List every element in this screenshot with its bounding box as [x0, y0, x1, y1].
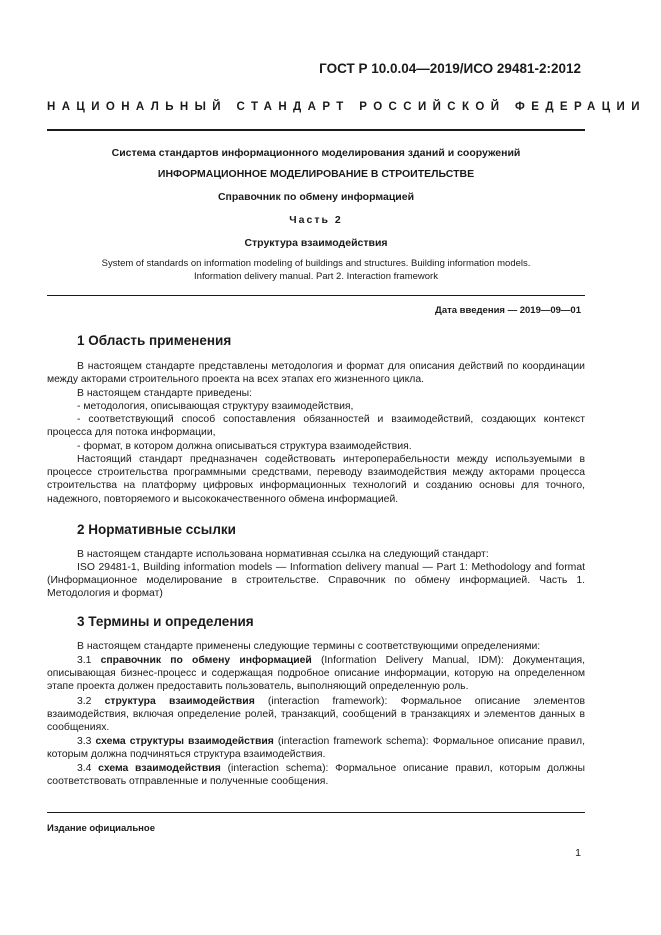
term-definition-3-4 — [47, 762, 585, 788]
english-title-line-1: System of standards on information modeling of buildings and structures. Building information models. — [101, 258, 531, 269]
section-1-paragraph: В настоящем стандарте приведены: — [77, 388, 252, 399]
section-2-heading: 2 Нормативные ссылки — [77, 522, 236, 537]
section-1-paragraph: В настоящем стандарте представлены методология и формат для описания действий по координации между акторами строительного проекта на всех этапах его жизненного цикла. — [47, 361, 585, 386]
page-number: 1 — [575, 847, 581, 859]
section-1-list-item: - методология, описывающая структуру взаимодействия, — [77, 401, 354, 412]
term-number: 3.3 — [77, 736, 96, 747]
national-standard-banner: НАЦИОНАЛЬНЫЙ СТАНДАРТ РОССИЙСКОЙ ФЕДЕРАЦИИ — [47, 101, 646, 113]
subtitle: Справочник по обмену информацией — [217, 191, 415, 203]
term-name: структура взаимодействия — [104, 696, 255, 707]
term-number: 3.1 — [77, 655, 101, 666]
term-text: (Information Delivery Manual, IDM): Документация, описывающая бизнес-процесс и содержащая подробное описание информации, которую на определенном этапе проекта должен предоставить пользователь, выполняющий определенную роль. — [47, 655, 585, 693]
part-title: Структура взаимодействия — [244, 237, 388, 249]
term-definition-3-2 — [47, 695, 585, 735]
term-name: схема взаимодействия — [98, 763, 221, 774]
term-name: справочник по обмену информацией — [100, 655, 312, 666]
term-number: 3.2 — [77, 696, 105, 707]
section-1-heading: 1 Область применения — [77, 333, 232, 348]
standards-system-title: Система стандартов информационного моделирования зданий и сооружений — [111, 147, 521, 159]
section-3-paragraph: В настоящем стандарте применены следующие термины с соответствующими определениями: — [77, 641, 541, 652]
term-name: схема структуры взаимодействия — [95, 736, 274, 747]
section-1-list-item: - соответствующий способ сопоставления обязанностей и взаимодействий, создающих контекст процесса для потока информации, — [47, 414, 585, 439]
term-text: (interaction schema): Формальное описание правил, которым должны соответствовать отправленные и полученные сообщения. — [47, 763, 585, 788]
main-title: ИНФОРМАЦИОННОЕ МОДЕЛИРОВАНИЕ В СТРОИТЕЛЬСТВЕ — [157, 168, 475, 180]
term-definition-3-1 — [47, 654, 585, 694]
section-1-paragraph: Настоящий стандарт предназначен содействовать интероперабельности между используемыми в процессе строительства программными средствами, переводу взаимодействия между акторами процесса строительства на платформу цифровых информационных технологий и созданию основы для точного, надежного, повторяемого и высококачественного обмена информацией. — [47, 454, 585, 505]
section-3-heading: 3 Термины и определения — [77, 614, 254, 629]
term-number: 3.4 — [77, 763, 99, 774]
header-divider — [47, 129, 585, 131]
english-title-line-2: Information delivery manual. Part 2. Interaction framework — [194, 270, 438, 282]
normative-reference: ISO 29481-1, Building information models — Information delivery manual — Part 1: Methodology and format (Информационное моделирование в строительстве. Справочник по обмену информацией. Часть 1. Методология и формат) — [47, 562, 585, 600]
term-text: (interaction framework schema): Формальное описание правил, которым должна подчиняться структура взаимодействия. — [47, 736, 585, 761]
official-edition-note: Издание официальное — [47, 823, 155, 834]
section-2-paragraph: В настоящем стандарте использована нормативная ссылка на следующий стандарт: — [77, 549, 489, 560]
standard-code: ГОСТ Р 10.0.04—2019/ИСО 29481-2:2012 — [319, 61, 581, 76]
introduction-date: Дата введения — 2019—09—01 — [435, 305, 581, 316]
part-number: Часть 2 — [289, 214, 343, 226]
section-1-list-item: - формат, в котором должна описываться структура взаимодействия. — [77, 441, 412, 452]
english-title — [47, 258, 585, 283]
term-definition-3-3 — [47, 735, 585, 761]
footer-divider — [47, 812, 585, 813]
title-divider — [47, 295, 585, 296]
term-text: (interaction framework): Формальное описание элементов взаимодействия, включая определение ролей, транзакций, сообщений в транзакциях и элементов данных в сообщениях. — [47, 696, 585, 734]
